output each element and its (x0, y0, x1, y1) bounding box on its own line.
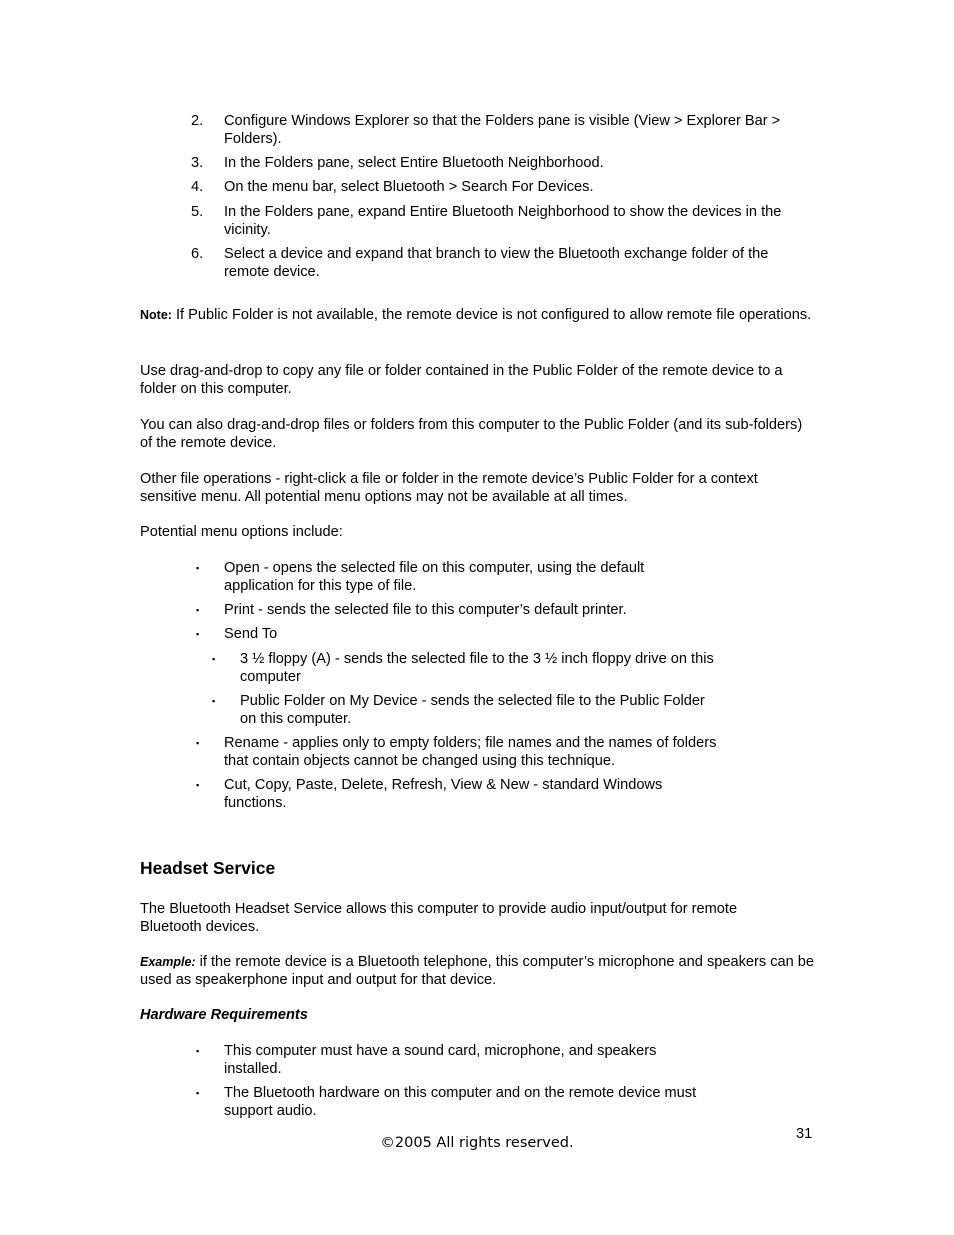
step-number: 6. (191, 246, 204, 262)
bullet-icon: ▪ (196, 1088, 200, 1098)
list-item-text: Cut, Copy, Paste, Delete, Refresh, View & New - standard Windows functions. (224, 777, 663, 811)
bullet-icon: ▪ (196, 780, 200, 790)
step-text: Configure Windows Explorer so that the Folders pane is visible (View > Explorer Bar > Folders). (224, 113, 781, 147)
bullet-icon: ▪ (212, 654, 216, 664)
list-item-text: Open - opens the selected file on this computer, using the default application for this type of file. (224, 560, 645, 594)
drag-to-remote-paragraph: You can also drag-and-drop files or folders from this computer to the Public Folder (and its sub-folders) of the remote device. (140, 417, 803, 451)
list-item-text: This computer must have a sound card, microphone, and speakers installed. (224, 1043, 657, 1077)
step-text: In the Folders pane, select Entire Bluetooth Neighborhood. (224, 155, 604, 171)
list-item-text: Print - sends the selected file to this computer’s default printer. (224, 602, 627, 618)
step-number: 5. (191, 204, 204, 220)
step-number: 3. (191, 155, 204, 171)
footer-copyright: ©2005 All rights reserved. (380, 1135, 574, 1151)
page-number: 31 (796, 1126, 813, 1142)
step-text: Select a device and expand that branch to view the Bluetooth exchange folder of the remote device. (224, 246, 769, 280)
note-label: Note: (140, 308, 172, 322)
step-text: In the Folders pane, expand Entire Bluetooth Neighborhood to show the devices in the vicinity. (224, 204, 782, 238)
list-item-text: The Bluetooth hardware on this computer and on the remote device must support audio. (224, 1085, 697, 1119)
section-heading: Headset Service (140, 858, 276, 878)
list-item-text: Public Folder on My Device - sends the selected file to the Public Folder on this computer. (240, 693, 705, 727)
bullet-icon: ▪ (196, 563, 200, 573)
note-text: If Public Folder is not available, the remote device is not configured to allow remote file operations. (171, 307, 812, 323)
example-label: Example: (140, 955, 196, 969)
potential-paragraph: Potential menu options include: (140, 524, 343, 540)
headset-intro-paragraph: The Bluetooth Headset Service allows this computer to provide audio input/output for remote Bluetooth devices. (140, 901, 738, 935)
drag-copy-paragraph: Use drag-and-drop to copy any file or folder contained in the Public Folder of the remote device to a folder on this computer. (140, 363, 783, 397)
subsection-heading: Hardware Requirements (140, 1007, 308, 1023)
list-item-text: Rename - applies only to empty folders; file names and the names of folders that contain objects cannot be changed using this technique. (224, 735, 717, 769)
step-number: 4. (191, 179, 204, 195)
bullet-icon: ▪ (196, 605, 200, 615)
other-ops-paragraph: Other file operations - right-click a file or folder in the remote device’s Public Folder for a context sensitive menu. All potential menu options may not be available at all times. (140, 471, 758, 505)
bullet-icon: ▪ (196, 1046, 200, 1056)
example-paragraph (140, 953, 820, 989)
bullet-icon: ▪ (196, 738, 200, 748)
list-item-text: Send To (224, 626, 278, 642)
example-text: if the remote device is a Bluetooth telephone, this computer’s microphone and speakers can be used as speakerphone input and output for that device. (140, 954, 815, 988)
bullet-icon: ▪ (212, 696, 216, 706)
bullet-icon: ▪ (196, 629, 200, 639)
step-text: On the menu bar, select Bluetooth > Search For Devices. (224, 179, 594, 195)
step-number: 2. (191, 113, 204, 129)
list-item-text: 3 ½ floppy (A) - sends the selected file to the 3 ½ inch floppy drive on this computer (240, 651, 714, 685)
note-paragraph (140, 306, 820, 324)
